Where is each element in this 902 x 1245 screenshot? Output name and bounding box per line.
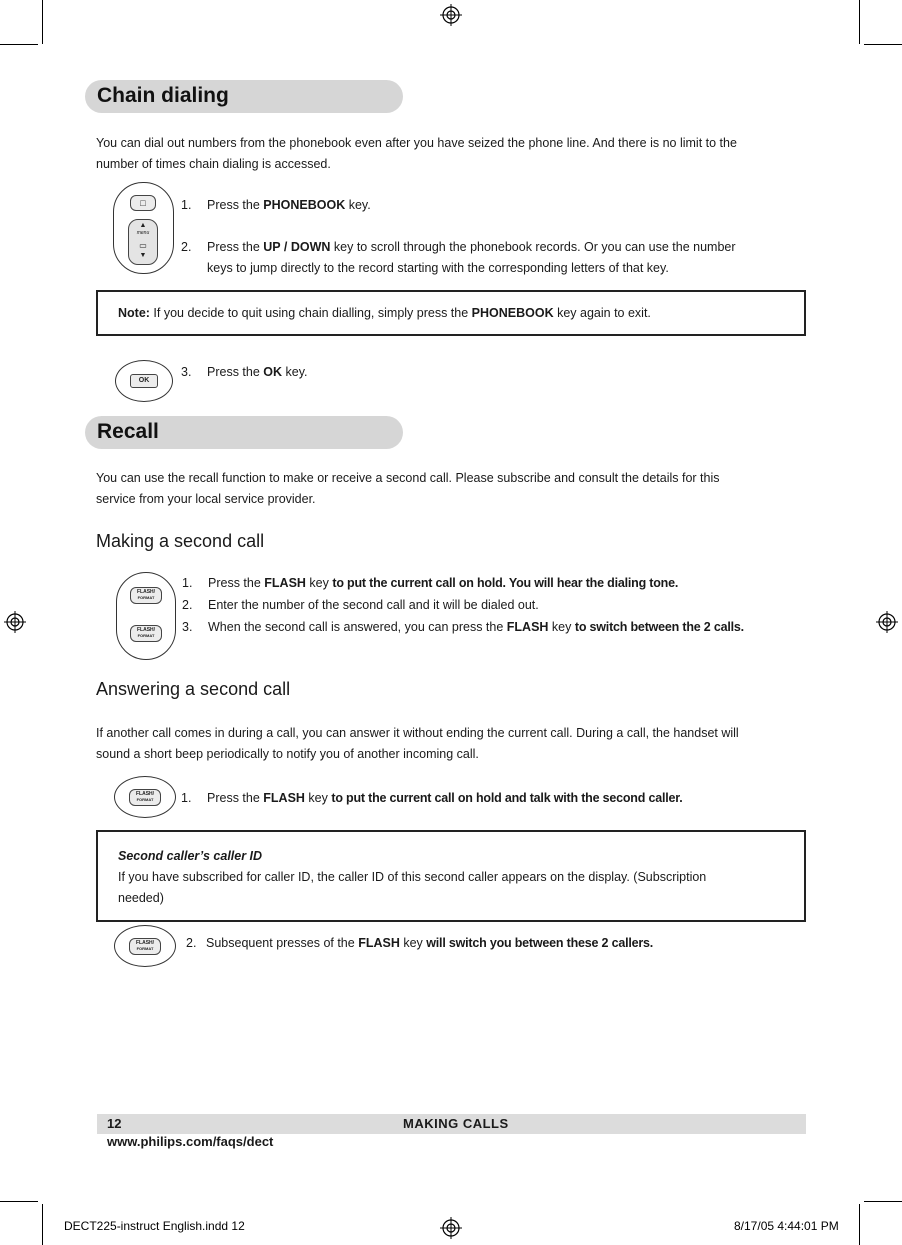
chain-step-2: 2. Press the UP / DOWN key to scroll through the phonebook records. Or you can use the number xyxy=(181,240,736,254)
ok-key: OK xyxy=(130,374,158,388)
crop-mark xyxy=(864,44,902,45)
caller-id-box xyxy=(96,830,806,922)
flash-key: FLASH/ FORMAT xyxy=(129,789,161,806)
making-step-3: 3. When the second call is answered, you can press the FLASH key to switch between the 2 calls. xyxy=(182,620,744,634)
flash-key: FLASH/ FORMAT xyxy=(130,587,162,604)
crop-mark xyxy=(42,0,43,44)
note-text: Note: If you decide to quit using chain dialling, simply press the PHONEBOOK key again to exit. xyxy=(118,306,651,320)
registration-mark-icon xyxy=(876,611,898,633)
menu-label: menu xyxy=(136,230,150,236)
answering-intro: If another call comes in during a call, you can answer it without ending the current call. During a call, the handset will sound a short beep periodically to notify you of another incoming call. xyxy=(96,726,739,761)
page-number: 12 xyxy=(107,1116,122,1131)
crop-mark xyxy=(0,44,38,45)
crop-mark xyxy=(859,0,860,44)
chain-step-1: 1. Press the PHONEBOOK key. xyxy=(181,198,371,212)
footer-section-title: MAKING CALLS xyxy=(403,1116,509,1131)
flash-key: FLASH/ FORMAT xyxy=(130,625,162,642)
footer-bar xyxy=(97,1114,806,1134)
footer-url[interactable]: www.philips.com/faqs/dect xyxy=(107,1134,274,1149)
registration-mark-icon xyxy=(440,4,462,26)
print-slug-file: DECT225-instruct English.indd 12 xyxy=(64,1219,245,1233)
section-title: Chain dialing xyxy=(97,84,229,107)
registration-mark-icon xyxy=(440,1217,462,1239)
flash-key: FLASH/ FORMAT xyxy=(129,938,161,955)
phonebook-icon: ▭ xyxy=(139,241,147,250)
caller-id-box-line-1: If you have subscribed for caller ID, the caller ID of this second caller appears on the display. (Subscription xyxy=(118,870,707,884)
ok-key-illustration xyxy=(115,360,173,402)
chain-step-2-cont: keys to jump directly to the record starting with the corresponding letters of that key. xyxy=(207,261,669,275)
chain-intro: You can dial out numbers from the phonebook even after you have seized the phone line. And there is no limit to the number of times chain dialing is accessed. xyxy=(96,136,737,171)
crop-mark xyxy=(859,1204,860,1245)
making-second-call-heading: Making a second call xyxy=(96,531,265,551)
print-slug-date: 8/17/05 4:44:01 PM xyxy=(734,1219,839,1233)
caller-id-box-title: Second caller’s caller ID xyxy=(118,849,263,863)
flash-key-illustration xyxy=(114,776,176,818)
flash-key-illustration xyxy=(114,925,176,967)
section-header-recall xyxy=(85,416,403,449)
caller-id-box-line-2: needed) xyxy=(118,891,164,905)
making-step-1: 1. Press the FLASH key to put the current call on hold. You will hear the dialing tone. xyxy=(182,576,679,590)
arrow-up-icon: ▲ xyxy=(139,222,147,229)
section-title: Recall xyxy=(97,420,159,443)
phonebook-key-illustration xyxy=(113,182,174,274)
nav-up-down-key xyxy=(128,219,158,265)
crop-mark xyxy=(0,1201,38,1202)
chain-step-3: 3. Press the OK key. xyxy=(181,365,308,379)
section-header-chain-dialing xyxy=(85,80,403,113)
making-step-2: 2. Enter the number of the second call and it will be dialed out. xyxy=(182,598,539,612)
recall-intro: You can use the recall function to make or receive a second call. Please subscribe and consult the details for this service from your local service provider. xyxy=(96,471,720,506)
note-box xyxy=(96,290,806,336)
answering-second-call-heading: Answering a second call xyxy=(96,679,291,699)
answering-step-2: 2. Subsequent presses of the FLASH key will switch you between these 2 callers. xyxy=(186,936,654,950)
phonebook-icon: □ xyxy=(130,195,156,211)
crop-mark xyxy=(42,1204,43,1245)
registration-mark-icon xyxy=(4,611,26,633)
crop-mark xyxy=(864,1201,902,1202)
flash-key-illustration xyxy=(116,572,176,660)
arrow-down-icon: ▼ xyxy=(139,252,147,259)
answering-step-1: 1. Press the FLASH key to put the current call on hold and talk with the second caller. xyxy=(181,791,683,805)
